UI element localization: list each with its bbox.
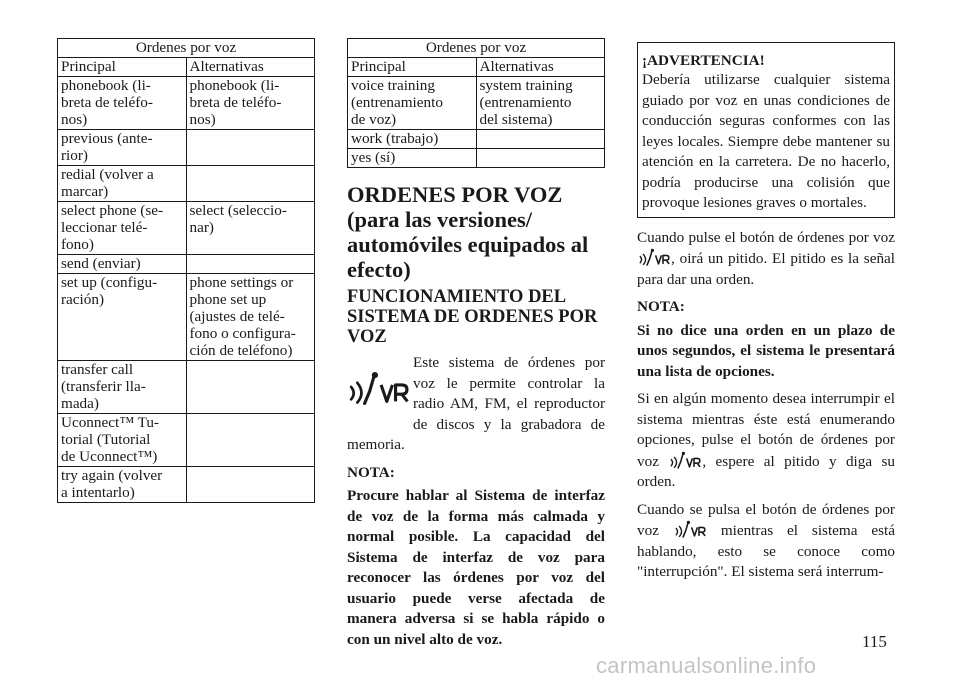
table-cell: yes (sí): [348, 149, 477, 168]
paragraph-voice-button: [637, 228, 895, 291]
text-segment: , espere al pitido y diga su orden.: [637, 452, 895, 490]
text-segment: Cuando se pulsa el botón de órdenes por voz: [637, 500, 895, 539]
voice-command-icon: [347, 359, 409, 417]
column-right: [637, 36, 895, 590]
table-cell: phonebook (li- breta de teléfo- nos): [58, 77, 187, 130]
text-segment: , oirá un pitido. El pitido es la señal para dar una orden.: [637, 250, 895, 288]
table-cell: [476, 130, 605, 149]
note-text: Procure hablar al Sistema de interfaz de voz de la forma más calmada y normal posible. La capacidad del Sistema de interfaz de voz para reconocer las órdenes por voz del usuario puede verse afectada de manera adversa si se habla rápido o con un nivel alto de voz.: [347, 487, 605, 648]
table-row: [58, 130, 315, 166]
table-cell: redial (volver a marcar): [58, 166, 187, 202]
table-cell: Uconnect™ Tu- torial (Tutorial de Uconnect™): [58, 414, 187, 467]
watermark: carmanualsonline.info: [596, 653, 817, 678]
intro-text: Este sistema de órdenes por voz le permite controlar la radio AM, FM, el reproductor de discos y la grabadora de memoria.: [347, 354, 605, 453]
voice-command-icon: [673, 520, 707, 538]
section-subtitle: FUNCIONAMIENTO DEL SISTEMA DE ORDENES POR VOZ: [347, 287, 598, 347]
table-cell: send (enviar): [58, 255, 187, 274]
table-header-alternativas: Alternativas: [186, 58, 315, 77]
warning-box: [637, 42, 895, 218]
voice-command-icon: [668, 451, 702, 469]
table-row: [58, 467, 315, 503]
table-cell: work (trabajo): [348, 130, 477, 149]
warning-title: ¡ADVERTENCIA!: [642, 52, 765, 69]
warning-text: Debería utilizarse cualquier sistema guiado por voz en unas condiciones de conducción seguras conformes con las leyes locales. Siempre debe mantener su atención en la carretera. De no hacerlo, podría producirse una colisión que provoque lesiones graves o mortales.: [642, 71, 890, 211]
table-cell: [476, 149, 605, 168]
note-label: NOTA:: [347, 463, 395, 481]
table-caption: Ordenes por voz: [58, 39, 315, 58]
voice-commands-table-2: [347, 38, 605, 168]
paragraph-interrupt: [637, 389, 895, 493]
table-row: [58, 274, 315, 361]
table-row: [348, 149, 605, 168]
text-segment: Si en algún momento desea interrumpir el sistema mientras éste está enumerando opciones, pulse el botón de órdenes por voz: [637, 390, 895, 470]
table-row: [58, 202, 315, 255]
table-row: [58, 255, 315, 274]
table-header-alternativas: Alternativas: [476, 58, 605, 77]
note-text: Si no dice una orden en un plazo de unos segundos, el sistema le presentará una lista de opciones.: [637, 321, 895, 380]
intro-paragraph: [347, 353, 605, 456]
table-cell: try again (volver a intentarlo): [58, 467, 187, 503]
table-cell: set up (configu- ración): [58, 274, 187, 361]
table-row: [348, 77, 605, 130]
table-cell: select (seleccio- nar): [186, 202, 315, 255]
table-header-principal: Principal: [348, 58, 477, 77]
table-caption: Ordenes por voz: [348, 39, 605, 58]
table-cell: [186, 467, 315, 503]
page-number: 115: [862, 632, 887, 651]
table-cell: [186, 361, 315, 414]
table-cell: voice training (entrenamiento de voz): [348, 77, 477, 130]
text-segment: Cuando pulse el botón de órdenes por voz: [637, 228, 895, 246]
table-cell: previous (ante- rior): [58, 130, 187, 166]
table-row: [58, 166, 315, 202]
table-cell: phonebook (li- breta de teléfo- nos): [186, 77, 315, 130]
table-cell: system training (entrenamiento del sistema): [476, 77, 605, 130]
table-cell: phone settings or phone set up (ajustes de telé- fono o configura- ción de teléfono): [186, 274, 315, 361]
voice-command-icon: [637, 248, 671, 266]
table-cell: [186, 414, 315, 467]
section-title: ORDENES POR VOZ (para las versiones/ automóviles equipados al efecto): [347, 182, 589, 282]
table-cell: [186, 255, 315, 274]
text-segment: mientras el sistema está hablando, esto se conoce como "interrupción". El sistema será interrum-: [637, 522, 896, 580]
table-cell: [186, 130, 315, 166]
column-middle: [347, 38, 605, 657]
paragraph-barge-in: [637, 500, 895, 583]
note-label: NOTA:: [637, 298, 685, 315]
column-left: [57, 38, 315, 503]
table-cell: transfer call (transferir lla- mada): [58, 361, 187, 414]
table-row: [348, 130, 605, 149]
table-row: [58, 414, 315, 467]
voice-commands-table-1: [57, 38, 315, 503]
table-row: [58, 77, 315, 130]
table-cell: [186, 166, 315, 202]
table-cell: select phone (se- leccionar telé- fono): [58, 202, 187, 255]
table-row: [58, 361, 315, 414]
table-header-principal: Principal: [58, 58, 187, 77]
